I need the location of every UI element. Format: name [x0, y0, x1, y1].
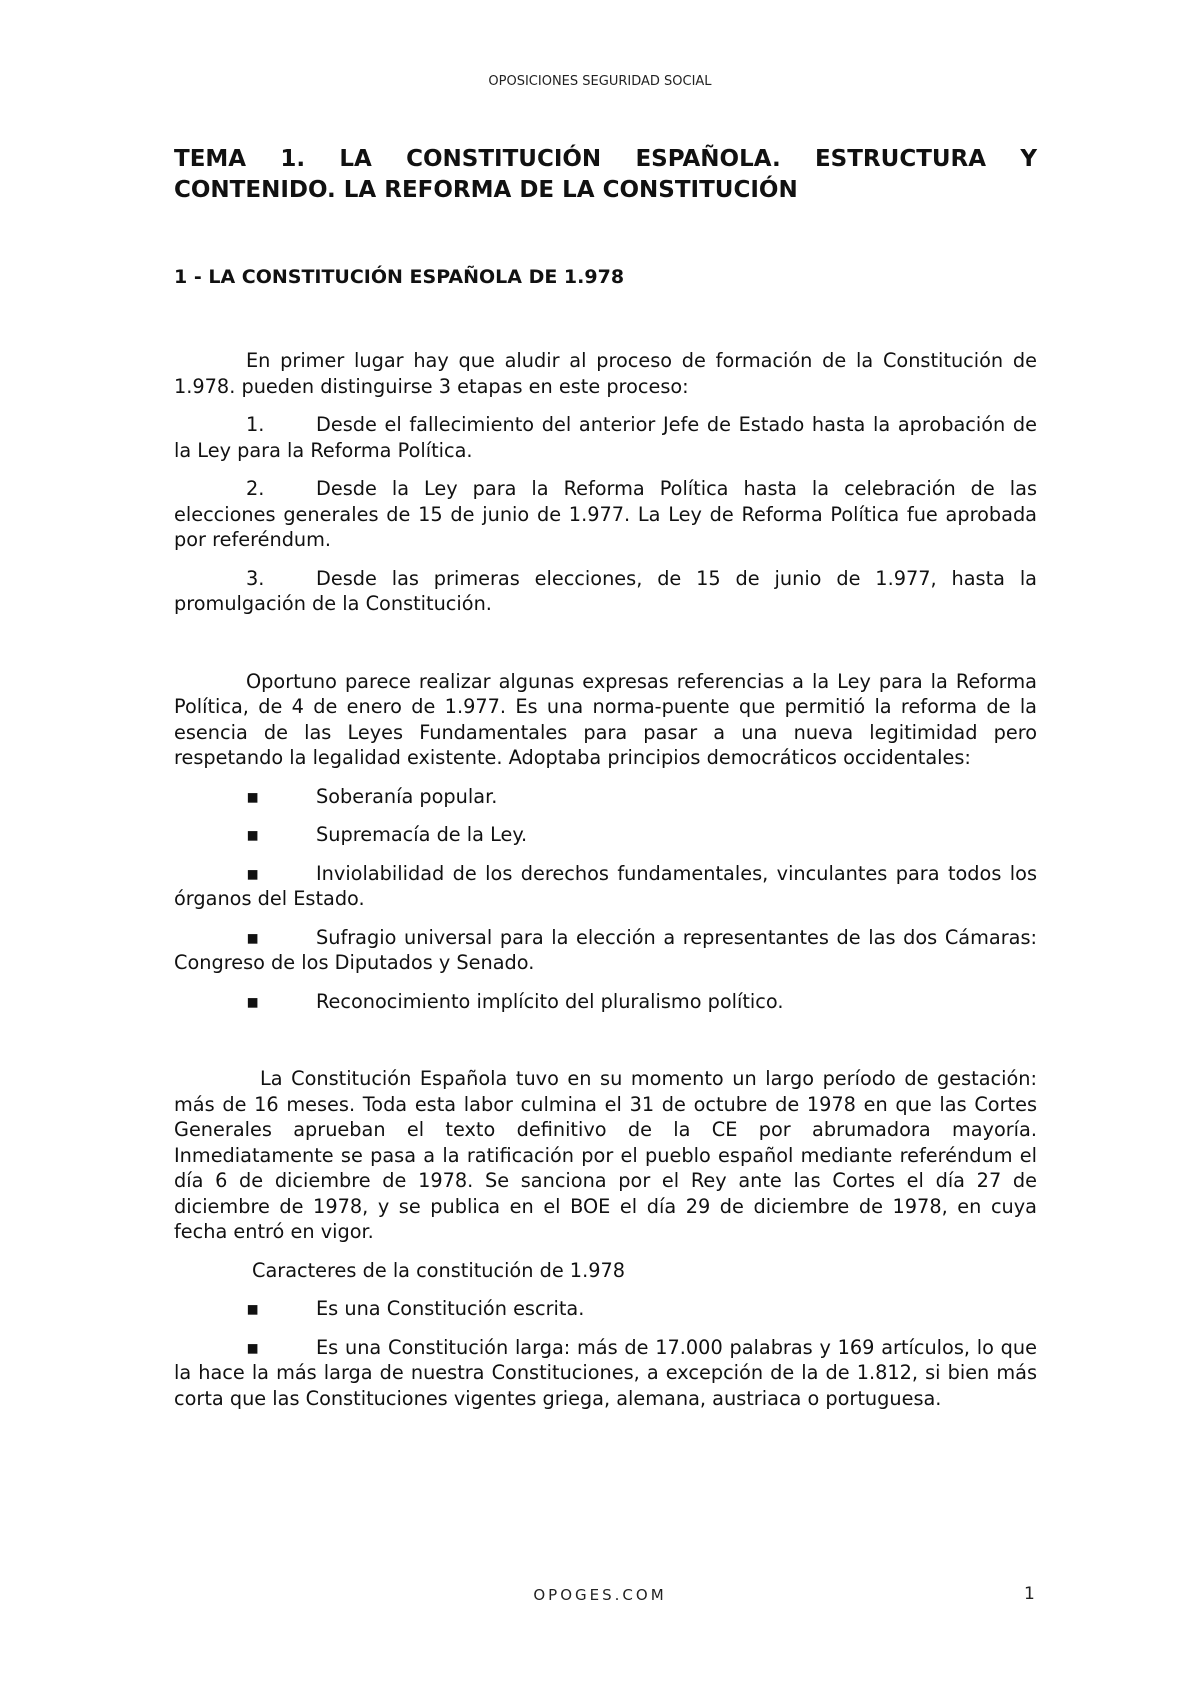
stage-number: 3. [246, 566, 265, 590]
stage-text: Desde la Ley para la Reforma Política hasta la celebración de las elecciones generales de 15 de junio de 1.977. La Ley de Reforma Política fue aprobada por referéndum. [174, 477, 1037, 551]
stage-item [174, 476, 1037, 553]
bullet-icon: ▪ [246, 861, 260, 885]
stage-text: Desde el fallecimiento del anterior Jefe de Estado hasta la aprobación de la Ley para la Reforma Política. [174, 413, 1037, 462]
stage-number: 1. [246, 413, 265, 436]
bullet-icon: ▪ [246, 1297, 260, 1320]
principle-item [174, 989, 1037, 1015]
section-heading: 1 - LA CONSTITUCIÓN ESPAÑOLA DE 1.978 [174, 266, 625, 288]
intro-paragraph: En primer lugar hay que aludir al proceso de formación de la Constitución de 1.978. pueden distinguirse 3 etapas en este proceso: [174, 349, 1037, 398]
bullet-icon: ▪ [246, 1335, 260, 1359]
principle-item [174, 925, 1037, 976]
character-item [174, 1296, 1037, 1322]
character-item [174, 1335, 1037, 1412]
principle-text: Soberanía popular. [316, 784, 498, 808]
stage-item [174, 566, 1037, 617]
document-title: TEMA 1. LA CONSTITUCIÓN ESPAÑOLA. ESTRUCTURA Y CONTENIDO. LA REFORMA DE LA CONSTITUCIÓN [174, 146, 1037, 203]
bullet-icon: ▪ [246, 784, 260, 808]
principle-text: Inviolabilidad de los derechos fundamentales, vinculantes para todos los órganos del Estado. [174, 861, 1037, 910]
stage-item [174, 412, 1037, 463]
characters-heading: Caracteres de la constitución de 1.978 [252, 1258, 626, 1282]
principle-text: Reconocimiento implícito del pluralismo político. [316, 989, 784, 1013]
principle-item [174, 861, 1037, 912]
character-text: Es una Constitución escrita. [316, 1297, 585, 1320]
gestation-paragraph: La Constitución Española tuvo en su momento un largo período de gestación: más de 16 meses. Toda esta labor culmina el 31 de octubre de 1978 en que las Cortes Generales aprueban el texto definitivo de la CE por abrumadora mayoría. Inmediatamente se pasa a la ratificación por el pueblo español mediante referéndum el día 6 de diciembre de 1978. Se sanciona por el Rey ante las Cortes el día 27 de diciembre de 1978, y se publica en el BOE el día 29 de diciembre de 1978, en cuya fecha entró en vigor. [174, 1067, 1037, 1243]
principle-item [174, 784, 1037, 810]
stage-text: Desde las primeras elecciones, de 15 de junio de 1.977, hasta la promulgación de la Constitución. [174, 566, 1037, 615]
document-body [174, 348, 1037, 1411]
principle-item [174, 822, 1037, 848]
page-header: OPOSICIONES SEGURIDAD SOCIAL [488, 74, 712, 89]
page-number: 1 [1024, 1584, 1035, 1604]
reform-law-paragraph: Oportuno parece realizar algunas expresas referencias a la Ley para la Reforma Política, de 4 de enero de 1.977. Es una norma-puente que permitió la reforma de la esencia de las Leyes Fundamentales para pasar a una nueva legitimidad pero respetando la legalidad existente. Adoptaba principios democráticos occidentales: [174, 669, 1037, 769]
bullet-icon: ▪ [246, 823, 260, 846]
principle-text: Supremacía de la Ley. [316, 823, 528, 846]
character-text: Es una Constitución larga: más de 17.000 palabras y 169 artículos, lo que la hace la más larga de nuestra Constituciones, a excepción de la de 1.812, si bien más corta que las Constituciones vigentes griega, alemana, austriaca o portuguesa. [174, 1335, 1037, 1410]
principle-text: Sufragio universal para la elección a representantes de las dos Cámaras: Congreso de los Diputados y Senado. [174, 925, 1037, 974]
bullet-icon: ▪ [246, 925, 260, 949]
bullet-icon: ▪ [246, 989, 260, 1013]
stage-number: 2. [246, 477, 265, 500]
footer-site: OPOGES.COM [533, 1586, 667, 1604]
